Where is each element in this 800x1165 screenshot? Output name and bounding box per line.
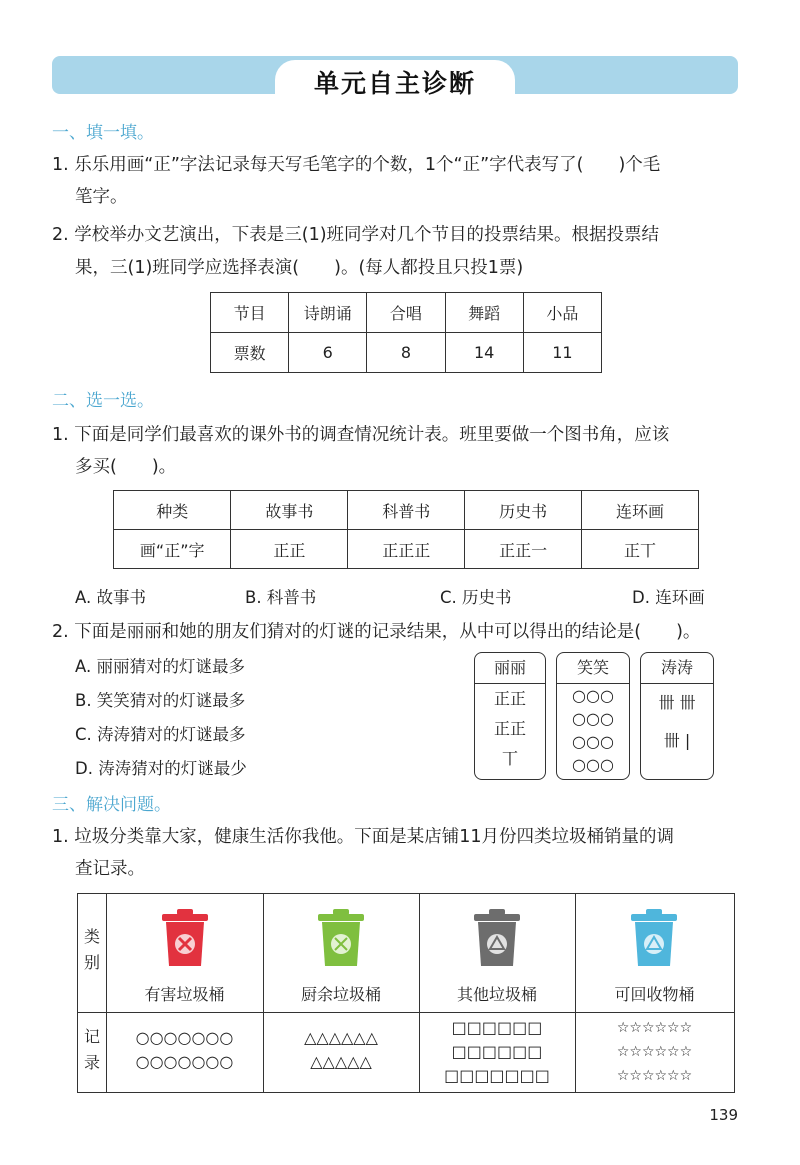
kitchen-bin-icon	[313, 908, 369, 968]
table-divider	[78, 1012, 734, 1013]
book-tally-cell: 正正	[231, 530, 348, 569]
option-d: D. 连环画	[632, 588, 705, 607]
option-c: C. 涛涛猜对的灯谜最多	[75, 725, 246, 744]
section-heading-fill: 一、填一填。	[52, 123, 154, 143]
row-label-char: 记	[83, 1027, 100, 1046]
vote-header-cell: 合唱	[367, 293, 445, 333]
recyclable-bin-icon	[626, 908, 682, 968]
record-row: ☆☆☆☆☆☆	[616, 1020, 693, 1036]
book-tally-cell: 正正正	[348, 530, 465, 569]
record-row: ☆☆☆☆☆☆	[616, 1068, 693, 1084]
row-label-char: 类	[83, 927, 100, 946]
xiaoxiao-circles: ○○○	[572, 755, 614, 774]
vote-header-cell: 诗朗诵	[289, 293, 367, 333]
book-header-cell: 种类	[114, 491, 231, 530]
lili-tally: 丅	[501, 749, 518, 768]
kitchen-records	[263, 1026, 419, 1074]
vote-row-label: 票数	[211, 333, 289, 373]
vote-table	[210, 292, 602, 373]
hazardous-records	[106, 1026, 263, 1074]
hazardous-bin-icon	[157, 908, 213, 968]
book-tally-cell: 正丅	[582, 530, 699, 569]
hazardous-bin-label: 有害垃圾桶	[144, 985, 225, 1004]
option-c: C. 历史书	[440, 588, 512, 607]
record-row: □□□□□□□	[444, 1066, 550, 1085]
record-row: △△△△△△	[304, 1028, 378, 1047]
row-label-category	[78, 924, 106, 976]
page-number: 139	[709, 1106, 738, 1124]
other-bin-label: 其他垃圾桶	[456, 985, 537, 1004]
taotao-tally: 卌 卌	[658, 693, 696, 712]
question-1-line-2: 笔字。	[75, 187, 128, 207]
record-row: ○○○○○○○	[135, 1052, 234, 1071]
taotao-record-box	[640, 652, 714, 780]
book-table	[113, 490, 699, 569]
record-row: △△△△△	[310, 1052, 372, 1071]
lili-tally: 正正	[493, 689, 526, 708]
row-label-char: 录	[83, 1053, 100, 1072]
vote-value-cell: 6	[289, 333, 367, 373]
garbage-bin-table	[77, 893, 735, 1093]
record-row: ○○○○○○○	[135, 1028, 234, 1047]
vote-value-cell: 14	[445, 333, 523, 373]
option-d: D. 涛涛猜对的灯谜最少	[75, 759, 247, 778]
question-1-line-1: 1. 乐乐用画“正”字法记录每天写毛笔字的个数，1个“正”字代表写了( )个毛	[52, 155, 661, 175]
xiaoxiao-circles: ○○○	[572, 732, 614, 751]
record-row: □□□□□□	[451, 1042, 543, 1061]
record-row: ☆☆☆☆☆☆	[616, 1044, 693, 1060]
option-a: A. 丽丽猜对的灯谜最多	[75, 657, 245, 676]
s2-question-1-line-2: 多买( )。	[75, 457, 177, 477]
lili-name: 丽丽	[475, 653, 545, 684]
book-header-cell: 故事书	[231, 491, 348, 530]
taotao-tally: 卌 |	[663, 731, 691, 750]
row-label-record	[78, 1024, 106, 1076]
lili-record-box	[474, 652, 546, 780]
page-title: 单元自主诊断	[313, 69, 476, 98]
s3-question-1-line-2: 查记录。	[75, 859, 145, 879]
question-2-line-1: 2. 学校举办文艺演出，下表是三(1)班同学对几个节目的投票结果。根据投票结	[52, 225, 660, 245]
lili-tally: 正正	[493, 719, 526, 738]
taotao-name: 涛涛	[641, 653, 713, 684]
vote-header-cell: 节目	[211, 293, 289, 333]
s2-question-2-line-1: 2. 下面是丽丽和她的朋友们猜对的灯谜的记录结果，从中可以得出的结论是( )。	[52, 622, 701, 642]
recyclable-records	[575, 1016, 734, 1088]
section-heading-choose: 二、选一选。	[52, 391, 154, 411]
vote-header-cell: 小品	[523, 293, 601, 333]
kitchen-bin-label: 厨余垃圾桶	[300, 985, 381, 1004]
other-records	[419, 1016, 575, 1088]
vote-value-cell: 11	[523, 333, 601, 373]
book-header-cell: 历史书	[465, 491, 582, 530]
book-tally-cell: 正正一	[465, 530, 582, 569]
vote-header-cell: 舞蹈	[445, 293, 523, 333]
xiaoxiao-circles: ○○○	[572, 709, 614, 728]
xiaoxiao-name: 笑笑	[557, 653, 629, 684]
vote-value-cell: 8	[367, 333, 445, 373]
book-header-cell: 连环画	[582, 491, 699, 530]
recyclable-bin-label: 可回收物桶	[614, 985, 695, 1004]
question-2-line-2: 果，三(1)班同学应选择表演( )。(每人都投且只投1票)	[75, 258, 524, 278]
option-b: B. 笑笑猜对的灯谜最多	[75, 691, 246, 710]
option-b: B. 科普书	[245, 588, 317, 607]
s2-question-1-line-1: 1. 下面是同学们最喜欢的课外书的调查情况统计表。班里要做一个图书角，应该	[52, 425, 670, 445]
book-row-label: 画“正”字	[114, 530, 231, 569]
record-row: □□□□□□	[451, 1018, 543, 1037]
s3-question-1-line-1: 1. 垃圾分类靠大家，健康生活你我他。下面是某店铺11月份四类垃圾桶销量的调	[52, 827, 675, 847]
xiaoxiao-record-box	[556, 652, 630, 780]
option-a: A. 故事书	[75, 588, 146, 607]
section-heading-solve: 三、解决问题。	[52, 795, 171, 815]
other-bin-icon	[469, 908, 525, 968]
book-header-cell: 科普书	[348, 491, 465, 530]
row-label-char: 别	[83, 953, 100, 972]
xiaoxiao-circles: ○○○	[572, 686, 614, 705]
